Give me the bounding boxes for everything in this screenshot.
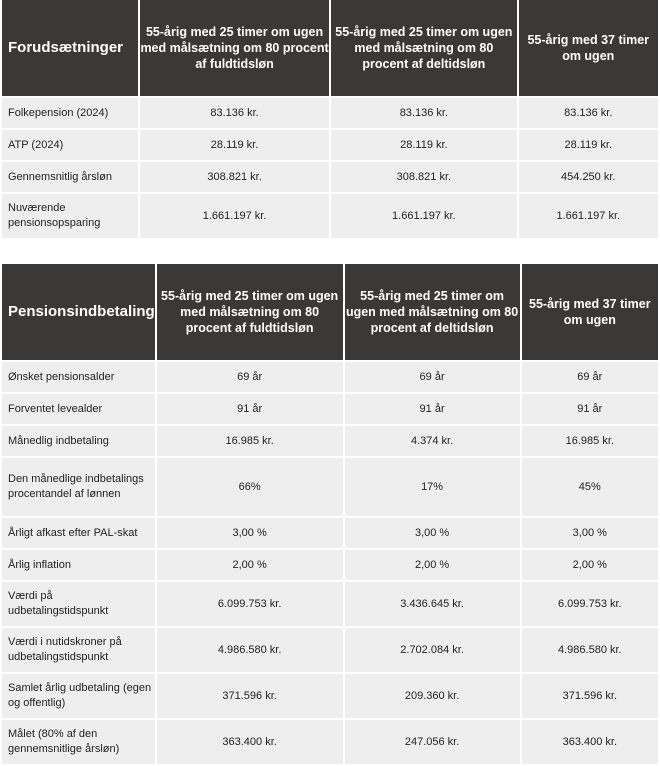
- cell-value: 454.250 kr.: [519, 162, 658, 192]
- cell-value: 69 år: [345, 362, 520, 392]
- table-row: [2, 628, 658, 672]
- column-header-fulltime-goal: 55-årig med 25 timer om ugen med målsætning om 80 procent af fuldtidsløn: [157, 264, 343, 360]
- cell-value: 1.661.197 kr.: [140, 194, 329, 238]
- cell-value: 16.985 kr.: [157, 426, 343, 456]
- row-label: Værdi på udbetalingstidspunkt: [2, 582, 155, 626]
- cell-value: 28.119 kr.: [519, 130, 658, 160]
- cell-value: 28.119 kr.: [331, 130, 516, 160]
- cell-value: 371.596 kr.: [522, 674, 658, 718]
- row-label: Folkepension (2024): [2, 98, 138, 128]
- table-row: [2, 582, 658, 626]
- table-row: [2, 130, 658, 160]
- table-row: [2, 98, 658, 128]
- cell-value: 69 år: [522, 362, 658, 392]
- cell-value: 1.661.197 kr.: [331, 194, 516, 238]
- cell-value: 3,00 %: [522, 518, 658, 548]
- table-row: [2, 720, 658, 764]
- cell-value: 4.986.580 kr.: [522, 628, 658, 672]
- table-row: [2, 362, 658, 392]
- cell-value: 91 år: [522, 394, 658, 424]
- cell-value: 1.661.197 kr.: [519, 194, 658, 238]
- table-row: [2, 394, 658, 424]
- assumptions-title: Forudsætninger: [2, 0, 138, 96]
- cell-value: 209.360 kr.: [345, 674, 520, 718]
- cell-value: 16.985 kr.: [522, 426, 658, 456]
- row-label: Samlet årlig udbetaling (egen og offentlig): [2, 674, 155, 718]
- cell-value: 2,00 %: [522, 550, 658, 580]
- cell-value: 83.136 kr.: [519, 98, 658, 128]
- cell-value: 308.821 kr.: [140, 162, 329, 192]
- table-row: [2, 194, 658, 238]
- cell-value: 83.136 kr.: [331, 98, 516, 128]
- cell-value: 69 år: [157, 362, 343, 392]
- row-label: Værdi i nutidskroner på udbetalingstidspunkt: [2, 628, 155, 672]
- cell-value: 363.400 kr.: [522, 720, 658, 764]
- table-row: [2, 162, 658, 192]
- cell-value: 4.374 kr.: [345, 426, 520, 456]
- cell-value: 6.099.753 kr.: [522, 582, 658, 626]
- column-header-37-hours: 55-årig med 37 timer om ugen: [522, 264, 658, 360]
- table-row: [2, 674, 658, 718]
- row-label: Målet (80% af den gennemsnitlige årsløn): [2, 720, 155, 764]
- table-row: [2, 518, 658, 548]
- cell-value: 371.596 kr.: [157, 674, 343, 718]
- cell-value: 3,00 %: [157, 518, 343, 548]
- column-header-fulltime-goal: 55-årig med 25 timer om ugen med målsætning om 80 procent af fuldtidsløn: [140, 0, 329, 96]
- row-label: Den månedlige indbetalings procentandel af lønnen: [2, 458, 155, 516]
- cell-value: 17%: [345, 458, 520, 516]
- row-label: Gennemsnitlig årsløn: [2, 162, 138, 192]
- cell-value: 91 år: [345, 394, 520, 424]
- cell-value: 28.119 kr.: [140, 130, 329, 160]
- row-label: Månedlig indbetaling: [2, 426, 155, 456]
- cell-value: 66%: [157, 458, 343, 516]
- column-header-37-hours: 55-årig med 37 timer om ugen: [519, 0, 658, 96]
- table-row: [2, 458, 658, 516]
- row-label: Årlig inflation: [2, 550, 155, 580]
- cell-value: 2,00 %: [345, 550, 520, 580]
- cell-value: 2.702.084 kr.: [345, 628, 520, 672]
- cell-value: 3,00 %: [345, 518, 520, 548]
- cell-value: 45%: [522, 458, 658, 516]
- cell-value: 363.400 kr.: [157, 720, 343, 764]
- row-label: Årligt afkast efter PAL-skat: [2, 518, 155, 548]
- pension-payment-table: [0, 262, 660, 766]
- column-header-parttime-goal: 55-årig med 25 timer om ugen med målsætning om 80 procent af deltidsløn: [345, 264, 520, 360]
- cell-value: 4.986.580 kr.: [157, 628, 343, 672]
- pension-payment-title: Pensionsindbetaling: [2, 264, 155, 360]
- cell-value: 308.821 kr.: [331, 162, 516, 192]
- cell-value: 83.136 kr.: [140, 98, 329, 128]
- cell-value: 2,00 %: [157, 550, 343, 580]
- assumptions-table: [0, 0, 660, 240]
- row-label: ATP (2024): [2, 130, 138, 160]
- column-header-parttime-goal: 55-årig med 25 timer om ugen med målsætning om 80 procent af deltidsløn: [331, 0, 516, 96]
- table-row: [2, 550, 658, 580]
- cell-value: 91 år: [157, 394, 343, 424]
- cell-value: 3.436.645 kr.: [345, 582, 520, 626]
- table-row: [2, 426, 658, 456]
- cell-value: 247.056 kr.: [345, 720, 520, 764]
- row-label: Forventet levealder: [2, 394, 155, 424]
- row-label: Nuværende pensionsopsparing: [2, 194, 138, 238]
- row-label: Ønsket pensionsalder: [2, 362, 155, 392]
- cell-value: 6.099.753 kr.: [157, 582, 343, 626]
